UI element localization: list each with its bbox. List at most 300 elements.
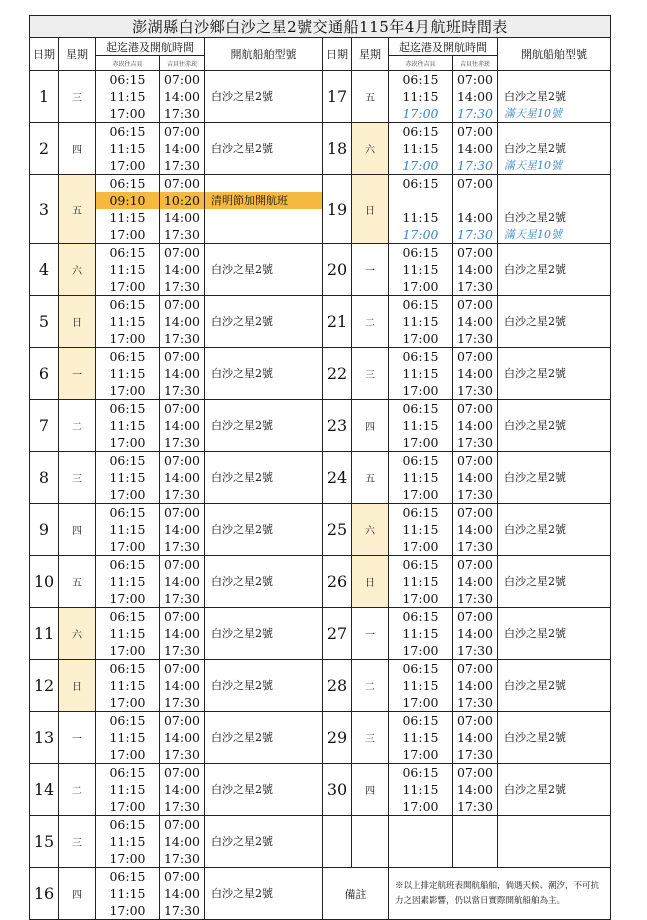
ship-cell-17 (498, 71, 611, 123)
day-number-8: 8 (30, 452, 59, 504)
ship-name (498, 382, 610, 399)
time-chikan-to-jibei: 17:00 (109, 106, 146, 121)
time-chikan-to-jibei: 06:15 (109, 557, 146, 572)
time-chikan-to-jibei: 11:15 (109, 886, 146, 901)
weekday-26: 日 (352, 556, 389, 608)
weekday-19: 日 (352, 175, 389, 244)
day-number-11: 11 (30, 608, 59, 660)
time-chikan-to-jibei: 06:15 (109, 72, 146, 87)
day-number-26: 26 (323, 556, 352, 608)
depart-times-b-4 (160, 244, 205, 296)
depart-times-a-6 (96, 348, 160, 400)
table-row (30, 400, 611, 452)
time-jibei-to-chikan: 17:30 (163, 106, 201, 121)
ship-cell-12 (205, 660, 323, 712)
time-chikan-to-jibei: 17:00 (109, 747, 146, 762)
time-jibei-to-chikan: 07:00 (456, 401, 494, 416)
weekday-12: 日 (59, 660, 96, 712)
time-chikan-to-jibei: 11:15 (402, 782, 439, 797)
time-jibei-to-chikan: 17:30 (456, 227, 494, 242)
empty-cell (498, 816, 611, 868)
weekday-10: 五 (59, 556, 96, 608)
ship-cell-24 (498, 452, 611, 504)
day-number-19: 19 (323, 175, 352, 244)
header-weekday: 星期 (59, 38, 96, 71)
ship-name: 白沙之星2號 (211, 679, 273, 692)
ship-name: 白沙之星2號 (211, 263, 273, 276)
day-number-18: 18 (323, 123, 352, 175)
weekday-11: 六 (59, 608, 96, 660)
ship-cell-15 (205, 816, 323, 868)
ship-cell-28 (498, 660, 611, 712)
depart-times-b-25 (453, 504, 498, 556)
time-chikan-to-jibei: 17:00 (109, 158, 146, 173)
time-jibei-to-chikan: 17:30 (163, 487, 201, 502)
time-jibei-to-chikan: 07:00 (163, 453, 201, 468)
day-number-30: 30 (323, 764, 352, 816)
weekday-3: 五 (59, 175, 96, 244)
ship-cell-25 (498, 504, 611, 556)
ship-name (498, 244, 610, 261)
time-jibei-to-chikan: 17:30 (456, 279, 494, 294)
time-jibei-to-chikan: 17:30 (456, 487, 494, 502)
ship-name (498, 538, 610, 555)
ship-name (205, 226, 322, 243)
ship-name (498, 746, 610, 763)
depart-times-b-29 (453, 712, 498, 764)
time-jibei-to-chikan: 07:00 (456, 765, 494, 780)
header-route-a: 赤崁往吉貝 (96, 56, 160, 71)
ship-cell-30 (498, 764, 611, 816)
depart-times-b-27 (453, 608, 498, 660)
ship-name (205, 296, 322, 313)
depart-times-b-8 (160, 452, 205, 504)
time-jibei-to-chikan: 07:00 (456, 661, 494, 676)
ship-name (205, 764, 322, 781)
depart-times-a-7 (96, 400, 160, 452)
ship-name (205, 400, 322, 417)
time-jibei-to-chikan: 14:00 (163, 834, 201, 849)
depart-times-a-9 (96, 504, 160, 556)
ship-name: 白沙之星2號 (504, 783, 566, 796)
ship-name (498, 486, 610, 503)
day-number-2: 2 (30, 123, 59, 175)
time-jibei-to-chikan: 07:00 (163, 765, 201, 780)
ship-name: 白沙之星2號 (504, 142, 566, 155)
depart-times-b-9 (160, 504, 205, 556)
ship-name (205, 330, 322, 347)
day-number-21: 21 (323, 296, 352, 348)
time-chikan-to-jibei: 06:15 (402, 765, 439, 780)
time-chikan-to-jibei: 06:15 (402, 176, 439, 191)
day-number-25: 25 (323, 504, 352, 556)
time-jibei-to-chikan: 07:00 (163, 609, 201, 624)
time-chikan-to-jibei: 06:15 (402, 557, 439, 572)
weekday-5: 日 (59, 296, 96, 348)
time-chikan-to-jibei: 17:00 (109, 227, 146, 242)
time-chikan-to-jibei: 17:00 (402, 487, 439, 502)
ship-name: 白沙之星2號 (504, 315, 566, 328)
ship-name: 白沙之星2號 (211, 90, 273, 103)
depart-times-a-27 (389, 608, 453, 660)
depart-times-b-15 (160, 816, 205, 868)
time-jibei-to-chikan: 07:00 (456, 557, 494, 572)
depart-times-a-5 (96, 296, 160, 348)
table-row (30, 244, 611, 296)
time-chikan-to-jibei: 17:00 (402, 747, 439, 762)
depart-times-b-10 (160, 556, 205, 608)
time-chikan-to-jibei: 06:15 (109, 453, 146, 468)
depart-times-a-12 (96, 660, 160, 712)
time-jibei-to-chikan: 14:00 (163, 210, 201, 225)
day-number-13: 13 (30, 712, 59, 764)
ship-name (205, 694, 322, 711)
ship-cell-3 (205, 175, 323, 244)
notes-text: ※以上排定航班表開航船舶，倘遇天候、潮汐，不可抗力之因素影響，仍以當日實際開航船舶為主。 (389, 868, 611, 920)
time-jibei-to-chikan: 17:30 (163, 279, 201, 294)
time-jibei-to-chikan: 17:30 (163, 903, 201, 918)
depart-times-a-30 (389, 764, 453, 816)
time-chikan-to-jibei: 17:00 (402, 643, 439, 658)
depart-times-a-14 (96, 764, 160, 816)
day-number-10: 10 (30, 556, 59, 608)
ship-name: 白沙之星2號 (504, 419, 566, 432)
time-chikan-to-jibei: 11:15 (109, 834, 146, 849)
weekday-25: 六 (352, 504, 389, 556)
time-jibei-to-chikan: 07:00 (163, 245, 201, 260)
day-number-7: 7 (30, 400, 59, 452)
time-jibei-to-chikan: 14:00 (456, 366, 494, 381)
time-jibei-to-chikan: 07:00 (163, 297, 201, 312)
ship-name: 滿天星10號 (504, 159, 562, 172)
ship-name (205, 123, 322, 140)
ship-name (205, 244, 322, 261)
weekday-28: 二 (352, 660, 389, 712)
weekday-16: 四 (59, 868, 96, 920)
ship-name (498, 192, 610, 209)
ship-name: 白沙之星2號 (211, 142, 273, 155)
depart-times-b-12 (160, 660, 205, 712)
time-chikan-to-jibei: 17:00 (402, 435, 439, 450)
weekday-21: 二 (352, 296, 389, 348)
ship-name (498, 694, 610, 711)
ship-name (498, 712, 610, 729)
ship-name (498, 504, 610, 521)
header-ship-right: 開航船舶型號 (498, 38, 611, 71)
time-chikan-to-jibei: 17:00 (109, 539, 146, 554)
time-chikan-to-jibei: 11:15 (402, 678, 439, 693)
depart-times-b-21 (453, 296, 498, 348)
weekday-4: 六 (59, 244, 96, 296)
depart-times-b-14 (160, 764, 205, 816)
time-jibei-to-chikan: 17:30 (163, 539, 201, 554)
depart-times-b-16 (160, 868, 205, 920)
ship-cell-23 (498, 400, 611, 452)
time-chikan-to-jibei: 17:00 (402, 539, 439, 554)
time-chikan-to-jibei: 17:00 (402, 383, 439, 398)
ship-name (205, 452, 322, 469)
depart-times-a-13 (96, 712, 160, 764)
depart-times-a-20 (389, 244, 453, 296)
ship-cell-9 (205, 504, 323, 556)
depart-times-b-30 (453, 764, 498, 816)
ship-cell-7 (205, 400, 323, 452)
time-chikan-to-jibei: 17:00 (109, 435, 146, 450)
depart-times-b-6 (160, 348, 205, 400)
day-number-29: 29 (323, 712, 352, 764)
time-chikan-to-jibei: 06:15 (402, 713, 439, 728)
time-chikan-to-jibei: 17:00 (109, 331, 146, 346)
table-row (30, 71, 611, 123)
time-chikan-to-jibei: 06:15 (402, 245, 439, 260)
time-jibei-to-chikan: 07:00 (163, 817, 201, 832)
depart-times-b-24 (453, 452, 498, 504)
time-chikan-to-jibei: 06:15 (402, 297, 439, 312)
table-row (30, 660, 611, 712)
day-number-16: 16 (30, 868, 59, 920)
ship-cell-29 (498, 712, 611, 764)
day-number-15: 15 (30, 816, 59, 868)
time-jibei-to-chikan: 14:00 (456, 210, 494, 225)
table-row (30, 556, 611, 608)
ship-name (498, 348, 610, 365)
ship-name: 白沙之星2號 (211, 835, 273, 848)
time-jibei-to-chikan: 17:30 (163, 331, 201, 346)
time-chikan-to-jibei: 06:15 (402, 661, 439, 676)
time-jibei-to-chikan: 07:00 (163, 869, 201, 884)
time-chikan-to-jibei: 06:15 (109, 505, 146, 520)
time-jibei-to-chikan: 17:30 (456, 158, 494, 173)
time-jibei-to-chikan: 07:00 (456, 72, 494, 87)
time-chikan-to-jibei: 06:15 (109, 349, 146, 364)
time-chikan-to-jibei (389, 192, 452, 209)
ship-name: 白沙之星2號 (504, 90, 566, 103)
time-jibei-to-chikan: 14:00 (163, 470, 201, 485)
time-jibei-to-chikan: 07:00 (456, 505, 494, 520)
table-row (30, 504, 611, 556)
time-jibei-to-chikan: 17:30 (456, 643, 494, 658)
ship-name: 滿天星10號 (504, 107, 562, 120)
depart-times-a-24 (389, 452, 453, 504)
ship-name: 白沙之星2號 (504, 575, 566, 588)
ship-name (205, 850, 322, 867)
time-jibei-to-chikan: 10:20 (160, 192, 204, 209)
ship-name: 白沙之星2號 (211, 367, 273, 380)
depart-times-a-25 (389, 504, 453, 556)
time-jibei-to-chikan: 07:00 (163, 72, 201, 87)
time-jibei-to-chikan: 17:30 (163, 158, 201, 173)
time-chikan-to-jibei: 11:15 (109, 418, 146, 433)
time-chikan-to-jibei: 06:15 (109, 245, 146, 260)
time-jibei-to-chikan: 07:00 (456, 124, 494, 139)
ship-cell-1 (205, 71, 323, 123)
ship-cell-13 (205, 712, 323, 764)
ship-name (205, 175, 322, 192)
depart-times-a-29 (389, 712, 453, 764)
ship-name (205, 486, 322, 503)
ship-name (498, 330, 610, 347)
time-jibei-to-chikan: 14:00 (163, 141, 201, 156)
time-chikan-to-jibei: 06:15 (109, 765, 146, 780)
time-jibei-to-chikan: 07:00 (456, 609, 494, 624)
depart-times-a-21 (389, 296, 453, 348)
depart-times-a-23 (389, 400, 453, 452)
time-chikan-to-jibei: 06:15 (402, 72, 439, 87)
time-chikan-to-jibei: 06:15 (402, 124, 439, 139)
empty-cell (453, 816, 498, 868)
table-row (30, 608, 611, 660)
time-chikan-to-jibei: 11:15 (109, 141, 146, 156)
ship-name: 白沙之星2號 (504, 211, 566, 224)
weekday-13: 一 (59, 712, 96, 764)
time-jibei-to-chikan: 14:00 (163, 574, 201, 589)
time-chikan-to-jibei: 11:15 (109, 522, 146, 537)
ship-name (205, 278, 322, 295)
weekday-27: 一 (352, 608, 389, 660)
ship-name (205, 712, 322, 729)
ship-name: 白沙之星2號 (504, 731, 566, 744)
time-chikan-to-jibei: 06:15 (402, 609, 439, 624)
time-chikan-to-jibei: 11:15 (402, 89, 439, 104)
weekday-9: 四 (59, 504, 96, 556)
ship-name (205, 556, 322, 573)
time-chikan-to-jibei: 11:15 (402, 314, 439, 329)
weekday-6: 一 (59, 348, 96, 400)
depart-times-b-3 (160, 175, 205, 244)
time-jibei-to-chikan: 07:00 (456, 245, 494, 260)
header-route-b: 吉貝往赤崁 (160, 56, 205, 71)
time-chikan-to-jibei: 06:15 (109, 609, 146, 624)
ship-name: 白沙之星2號 (504, 367, 566, 380)
time-chikan-to-jibei: 17:00 (402, 279, 439, 294)
ship-name (498, 71, 610, 88)
weekday-15: 三 (59, 816, 96, 868)
ship-name (205, 816, 322, 833)
table-row (30, 816, 611, 868)
time-chikan-to-jibei: 11:15 (402, 366, 439, 381)
time-chikan-to-jibei: 17:00 (109, 591, 146, 606)
ship-name: 白沙之星2號 (211, 419, 273, 432)
depart-times-b-19 (453, 175, 498, 244)
time-chikan-to-jibei: 17:00 (109, 487, 146, 502)
time-jibei-to-chikan: 14:00 (456, 141, 494, 156)
time-jibei-to-chikan: 17:30 (456, 695, 494, 710)
time-jibei-to-chikan: 07:00 (456, 453, 494, 468)
day-number-28: 28 (323, 660, 352, 712)
time-chikan-to-jibei: 17:00 (109, 643, 146, 658)
time-jibei-to-chikan: 17:30 (163, 435, 201, 450)
day-number-6: 6 (30, 348, 59, 400)
time-jibei-to-chikan: 17:30 (456, 383, 494, 398)
weekday-17: 五 (352, 71, 389, 123)
depart-times-a-17 (389, 71, 453, 123)
day-number-14: 14 (30, 764, 59, 816)
time-chikan-to-jibei: 06:15 (402, 453, 439, 468)
time-chikan-to-jibei: 11:15 (109, 366, 146, 381)
ship-name (498, 434, 610, 451)
ship-cell-19 (498, 175, 611, 244)
time-jibei-to-chikan: 14:00 (456, 626, 494, 641)
day-number-17: 17 (323, 71, 352, 123)
time-jibei-to-chikan: 17:30 (163, 227, 201, 242)
time-jibei-to-chikan: 14:00 (163, 886, 201, 901)
header-departure-right: 起迄港及開航時間 (389, 38, 498, 56)
depart-times-a-3 (96, 175, 160, 244)
ship-name (498, 400, 610, 417)
ship-name (498, 556, 610, 573)
time-chikan-to-jibei: 11:15 (402, 141, 439, 156)
time-chikan-to-jibei: 06:15 (109, 297, 146, 312)
ship-name: 白沙之星2號 (211, 575, 273, 588)
time-chikan-to-jibei: 06:15 (109, 713, 146, 728)
time-chikan-to-jibei: 17:00 (402, 106, 439, 121)
weekday-2: 四 (59, 123, 96, 175)
time-chikan-to-jibei: 11:15 (109, 678, 146, 693)
time-jibei-to-chikan: 14:00 (163, 782, 201, 797)
time-jibei-to-chikan: 14:00 (163, 366, 201, 381)
time-jibei-to-chikan: 07:00 (163, 124, 201, 139)
time-chikan-to-jibei: 17:00 (109, 279, 146, 294)
header-ship: 開航船舶型號 (205, 38, 323, 71)
empty-cell (323, 816, 352, 868)
depart-times-b-28 (453, 660, 498, 712)
time-chikan-to-jibei: 11:15 (109, 210, 146, 225)
table-row (30, 175, 611, 244)
time-chikan-to-jibei: 17:00 (109, 903, 146, 918)
weekday-29: 三 (352, 712, 389, 764)
depart-times-b-7 (160, 400, 205, 452)
weekday-30: 四 (352, 764, 389, 816)
time-chikan-to-jibei: 11:15 (109, 574, 146, 589)
weekday-23: 四 (352, 400, 389, 452)
time-jibei-to-chikan: 14:00 (456, 782, 494, 797)
time-chikan-to-jibei: 11:15 (402, 522, 439, 537)
ship-name (498, 175, 610, 192)
time-chikan-to-jibei: 17:00 (402, 158, 439, 173)
ship-cell-22 (498, 348, 611, 400)
time-jibei-to-chikan: 14:00 (163, 89, 201, 104)
time-jibei-to-chikan: 17:30 (163, 799, 201, 814)
depart-times-a-1 (96, 71, 160, 123)
ship-name (205, 868, 322, 885)
ship-cell-14 (205, 764, 323, 816)
ship-name: 白沙之星2號 (211, 315, 273, 328)
ship-name: 白沙之星2號 (211, 471, 273, 484)
table-row (30, 712, 611, 764)
ship-name (205, 590, 322, 607)
ship-cell-11 (205, 608, 323, 660)
time-jibei-to-chikan: 07:00 (456, 297, 494, 312)
time-jibei-to-chikan: 07:00 (163, 176, 201, 191)
depart-times-a-2 (96, 123, 160, 175)
ship-name (498, 764, 610, 781)
time-chikan-to-jibei: 11:15 (402, 210, 439, 225)
table-row (30, 452, 611, 504)
ship-name (205, 71, 322, 88)
time-chikan-to-jibei: 06:15 (402, 401, 439, 416)
table-row (30, 868, 611, 920)
time-chikan-to-jibei: 11:15 (402, 574, 439, 589)
depart-times-a-4 (96, 244, 160, 296)
depart-times-b-18 (453, 123, 498, 175)
ship-name (205, 382, 322, 399)
ship-name (205, 608, 322, 625)
time-chikan-to-jibei: 06:15 (109, 817, 146, 832)
day-number-20: 20 (323, 244, 352, 296)
ship-name: 清明節加開航班 (205, 192, 322, 209)
time-jibei-to-chikan: 14:00 (163, 314, 201, 329)
ship-name: 白沙之星2號 (211, 731, 273, 744)
